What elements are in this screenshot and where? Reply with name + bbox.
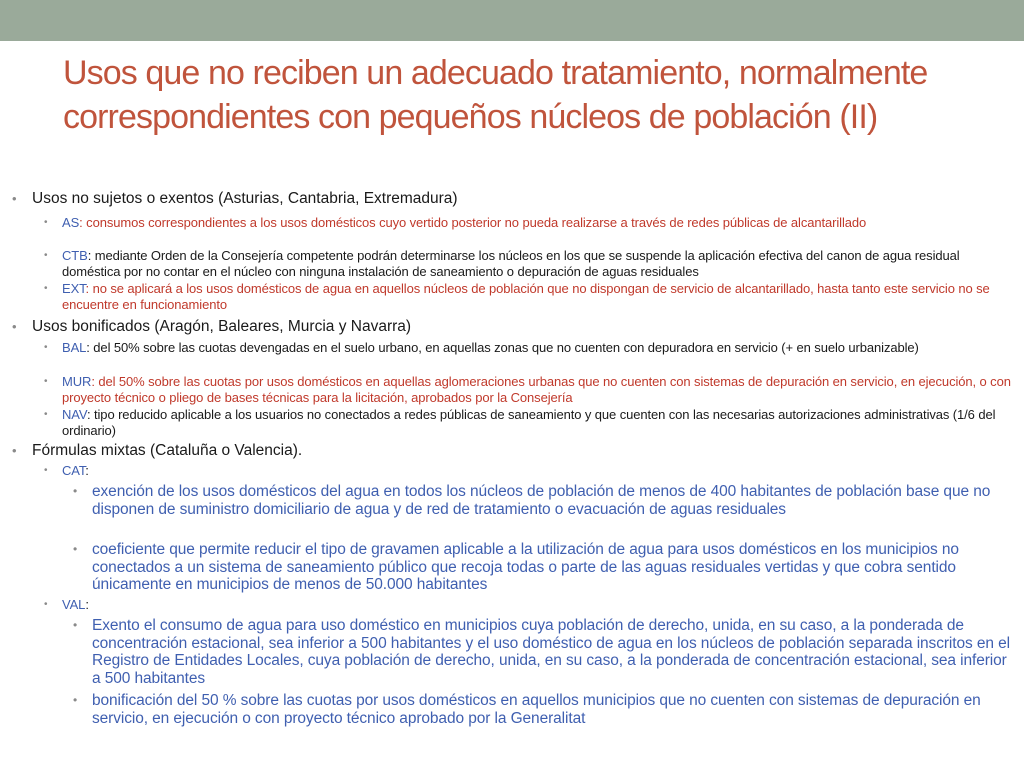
region-code: CAT — [62, 463, 86, 478]
list-item-val — [44, 597, 1012, 613]
region-code: EXT — [62, 281, 86, 296]
section-heading-text: Fórmulas mixtas (Cataluña o Valencia). — [32, 442, 303, 459]
point-text: coeficiente que permite reducir el tipo de gravamen aplicable a la utilización de agua para usos domésticos en los municipios no conectados a un sistema de saneamiento público que recoja todas o parte de las aguas residuales vertidas y que cobra sentido únicamente en municipios de menos de 50.000 habitantes — [92, 541, 959, 593]
point-text: Exento el consumo de agua para uso doméstico en municipios cuya población de derecho, unida, en su caso, a la ponderada de concentración estacional, sea inferior a 500 habitantes y el uso doméstico de agua en los núcleos de población separada inscritos en el Registro de Entidades Locales, cuya población de derecho, unida, en su caso, a la ponderada de concentración estacional, sea inferior a 500 habitantes — [92, 617, 1010, 687]
bullet-icon: • — [44, 599, 48, 610]
val-point-bonificacion — [73, 692, 1012, 727]
top-accent-bar — [0, 0, 1024, 41]
bullet-icon: • — [73, 618, 78, 632]
item-text: : mediante Orden de la Consejería competente podrán determinarse los núcleos en los que se suspende la aplicación efectiva del canon de agua residual doméstica por no contar en el núcleo con ninguna instalación de saneamiento o depuración de aguas residuales — [62, 248, 960, 279]
bullet-icon: • — [73, 693, 78, 707]
bullet-icon: • — [44, 283, 48, 294]
item-text: : no se aplicará a los usos domésticos de agua en aquellos núcleos de población que no dispongan de servicio de alcantarillado, hasta tanto este servicio no se encuentre en funcionamiento — [62, 281, 990, 312]
list-item-ext — [44, 281, 1012, 313]
bullet-icon: • — [44, 342, 48, 353]
bullet-icon: • — [44, 250, 48, 261]
bullet-icon: • — [44, 217, 48, 228]
slide-title: Usos que no reciben un adecuado tratamiento, normalmente correspondientes con pequeños núcleos de población (II) — [63, 54, 928, 136]
item-text: : consumos correspondientes a los usos domésticos cuyo vertido posterior no pueda realizarse a través de redes públicas de alcantarillado — [79, 215, 867, 230]
list-item-bal — [44, 340, 1012, 356]
bullet-icon: • — [73, 484, 78, 498]
bullet-icon: • — [44, 409, 48, 420]
section-heading-bonificados — [12, 318, 1012, 336]
val-point-exento — [73, 617, 1012, 687]
section-heading-text: Usos bonificados (Aragón, Baleares, Murcia y Navarra) — [32, 318, 412, 335]
cat-point-coeficiente — [73, 541, 1012, 594]
region-code: NAV — [62, 407, 87, 422]
item-text: : tipo reducido aplicable a los usuarios no conectados a redes públicas de saneamiento y que cuenten con las necesarias autorizaciones administrativas (1/6 del ordinario) — [62, 407, 996, 438]
region-code: CTB — [62, 248, 88, 263]
section-heading-mixtas — [12, 442, 1012, 460]
region-code: MUR — [62, 374, 92, 389]
region-code: BAL — [62, 340, 87, 355]
bullet-icon: • — [44, 465, 48, 476]
bullet-icon: • — [73, 542, 78, 556]
bullet-icon: • — [12, 443, 17, 458]
item-text: : del 50% sobre las cuotas devengadas en el suelo urbano, en aquellas zonas que no cuenten con depuradora en servicio (+ en suelo urbanizable) — [86, 340, 919, 355]
list-item-cat — [44, 463, 1012, 479]
bullet-icon: • — [12, 319, 17, 334]
list-item-as — [44, 215, 1012, 231]
section-heading-text: Usos no sujetos o exentos (Asturias, Cantabria, Extremadura) — [32, 190, 458, 207]
bullet-icon: • — [44, 376, 48, 387]
list-item-ctb — [44, 248, 1012, 280]
item-text: : — [85, 597, 89, 612]
section-heading-exentos — [12, 190, 1012, 208]
list-item-mur — [44, 374, 1012, 406]
item-text: : del 50% sobre las cuotas por usos domésticos en aquellas aglomeraciones urbanas que no cuenten con sistemas de depuración en servicio, en ejecución, o con proyecto técnico o pliego de bases técnicas para la licitación, aprobados por la Consejería — [62, 374, 1011, 405]
bullet-icon: • — [12, 191, 17, 206]
region-code: VAL — [62, 597, 86, 612]
point-text: exención de los usos domésticos del agua en todos los núcleos de población de menos de 400 habitantes de población base que no disponen de suministro domiciliario de agua y de red de tratamiento o evacuación de aguas residuales — [92, 483, 991, 518]
region-code: AS — [62, 215, 80, 230]
point-text: bonificación del 50 % sobre las cuotas por usos domésticos en aquellos municipios que no cuenten con sistemas de depuración en servicio, en ejecución o con proyecto técnico aprobado por la Generalitat — [92, 692, 981, 727]
item-text: : — [85, 463, 89, 478]
cat-point-exencion — [73, 483, 1012, 518]
list-item-nav — [44, 407, 1012, 439]
